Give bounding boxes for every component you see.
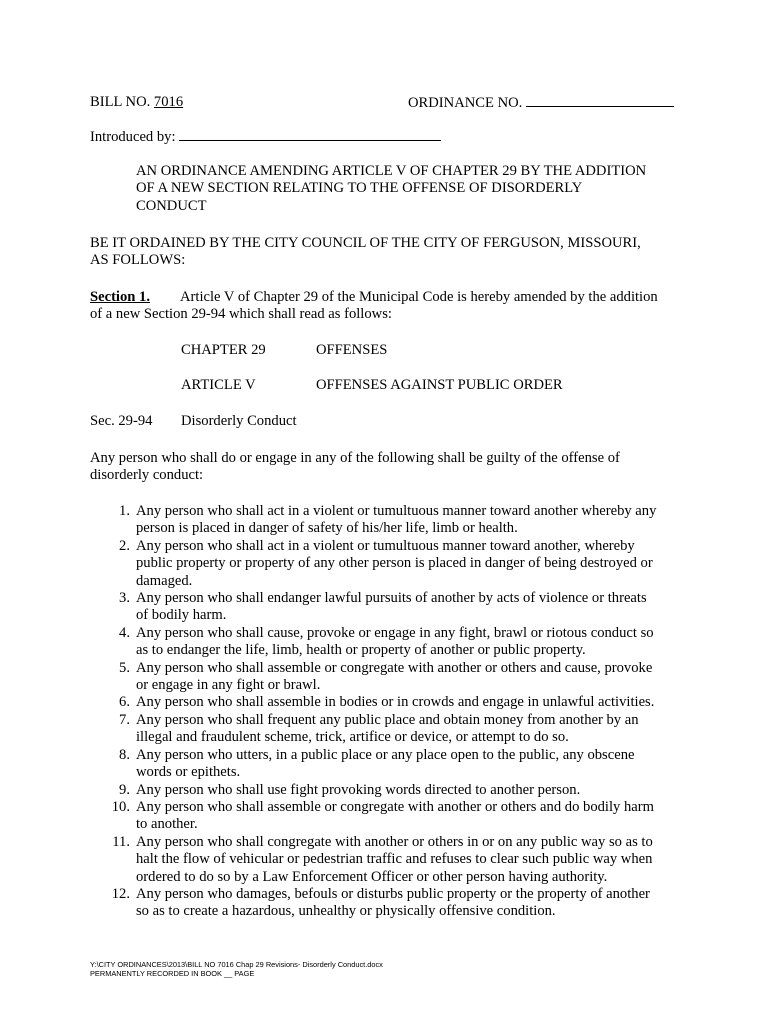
list-item-number: 11. — [112, 833, 130, 850]
list-item-text: words or epithets. — [136, 764, 241, 781]
list-item-text: Any person who shall assemble or congregate with another or others and do bodily harm — [136, 798, 654, 815]
list-item-number: 3. — [119, 590, 130, 607]
list-item-text: Any person who shall act in a violent or tumultuous manner toward another whereby any — [136, 503, 657, 519]
list-item-number: 7. — [119, 711, 130, 728]
list-item-text: public property or property of any other person is placed in danger of being destroyed or — [136, 555, 653, 572]
list-item-text: Any person who damages, befouls or disturbs public property or the property of another — [136, 885, 650, 902]
list-item-number: 1. — [119, 503, 130, 519]
list-item-number: 4. — [119, 624, 130, 641]
ordained-line: AS FOLLOWS: — [90, 252, 186, 269]
footer-file-path: Y:\CITY ORDINANCES\2013\BILL NO 7016 Chap 29 Revisions- Disorderly Conduct.docx — [90, 960, 383, 969]
list-item-text: to another. — [136, 816, 198, 833]
list-item — [90, 782, 690, 799]
ordinance-title — [136, 163, 696, 215]
title-line: OF A NEW SECTION RELATING TO THE OFFENSE OF DISORDERLY — [136, 180, 583, 197]
list-item-number: 2. — [119, 537, 130, 554]
bill-number: 7016 — [153, 94, 184, 110]
introduced-by-line — [90, 128, 441, 146]
title-line: AN ORDINANCE AMENDING ARTICLE V OF CHAPTER 29 BY THE ADDITION — [136, 163, 647, 179]
title-line: CONDUCT — [136, 197, 207, 214]
chapter-title: OFFENSES — [316, 342, 388, 358]
list-item-number: 12. — [111, 885, 130, 902]
list-item-number: 9. — [119, 781, 130, 798]
list-item-text: so as to create a hazardous, unhealthy or physically offensive condition. — [136, 903, 556, 920]
sec-label: Sec. 29-94 — [90, 413, 153, 429]
list-item — [90, 712, 690, 747]
list-item — [90, 834, 690, 886]
list-item-text: person is placed in danger of safety of his/her life, limb or health. — [136, 520, 518, 537]
section-1-text: Article V of Chapter 29 of the Municipal Code is hereby amended by the addition — [180, 289, 658, 305]
introduced-blank — [179, 128, 441, 141]
list-item — [90, 660, 690, 695]
list-item — [90, 590, 690, 625]
intro-line: Any person who shall do or engage in any of the following shall be guilty of the offense of — [90, 450, 620, 466]
article-title: OFFENSES AGAINST PUBLIC ORDER — [316, 377, 563, 393]
list-item — [90, 625, 690, 660]
list-item — [90, 694, 690, 711]
list-item-text: Any person who shall frequent any public place and obtain money from another by an — [136, 711, 639, 728]
list-item-text: Any person who shall congregate with another or others in or on any public way so as to — [136, 833, 653, 850]
intro-line: disorderly conduct: — [90, 467, 204, 484]
list-item-number: 6. — [119, 694, 130, 711]
list-item-text: halt the flow of vehicular or pedestrian traffic and refuses to clear such public way when — [136, 851, 653, 868]
list-item-text: damaged. — [136, 572, 193, 589]
list-item-text: Any person who shall assemble in bodies or in crowds and engage in unlawful activities. — [136, 694, 655, 711]
list-item-text: Any person who shall cause, provoke or engage in any fight, brawl or riotous conduct so — [136, 624, 654, 641]
list-item-number: 10. — [111, 798, 130, 815]
list-item-text: as to endanger the life, limb, health or property of another or public property. — [136, 642, 586, 659]
ordained-line: BE IT ORDAINED BY THE CITY COUNCIL OF THE CITY OF FERGUSON, MISSOURI, — [90, 235, 641, 251]
article-label: ARTICLE V — [181, 377, 256, 393]
list-item-number: 8. — [119, 746, 130, 763]
sec-title: Disorderly Conduct — [181, 413, 297, 429]
list-item-text: Any person who utters, in a public place or any place open to the public, any obscene — [136, 746, 635, 763]
list-item-text: Any person who shall act in a violent or tumultuous manner toward another, whereby — [136, 537, 635, 554]
introduced-label: Introduced by: — [90, 129, 176, 145]
section-1 — [90, 289, 710, 324]
ordinance-blank — [526, 94, 674, 107]
bill-label: BILL NO. — [90, 94, 151, 110]
document-footer — [90, 960, 383, 978]
intro-paragraph — [90, 450, 690, 485]
section-1-text-continued: of a new Section 29-94 which shall read as follows: — [90, 306, 392, 323]
list-item-text: or engage in any fight or brawl. — [136, 677, 321, 694]
list-item-text: of bodily harm. — [136, 607, 227, 624]
section-1-label: Section 1. — [90, 289, 150, 305]
list-item — [90, 747, 690, 782]
list-item-text: ordered to do so by a Law Enforcement Officer or other person having authority. — [136, 868, 608, 885]
ordinance-label: ORDINANCE NO. — [408, 95, 523, 111]
chapter-label: CHAPTER 29 — [181, 342, 266, 358]
bill-number-line — [90, 94, 224, 111]
list-item — [90, 503, 690, 538]
ordinance-number-line — [408, 94, 674, 112]
list-item — [90, 538, 690, 590]
list-item — [90, 886, 690, 921]
list-item-text: illegal and fraudulent scheme, trick, artifice or device, or attempt to do so. — [136, 729, 569, 746]
list-item-text: Any person who shall endanger lawful pursuits of another by acts of violence or threats — [136, 590, 647, 607]
footer-recorded-note: PERMANENTLY RECORDED IN BOOK __ PAGE — [90, 969, 255, 978]
offense-list — [90, 503, 690, 921]
list-item — [90, 799, 690, 834]
ordained-clause — [90, 235, 690, 270]
list-item-text: Any person who shall use fight provoking words directed to another person. — [136, 781, 581, 798]
list-item-text: Any person who shall assemble or congregate with another or others and cause, provoke — [136, 659, 653, 676]
list-item-number: 5. — [119, 659, 130, 676]
